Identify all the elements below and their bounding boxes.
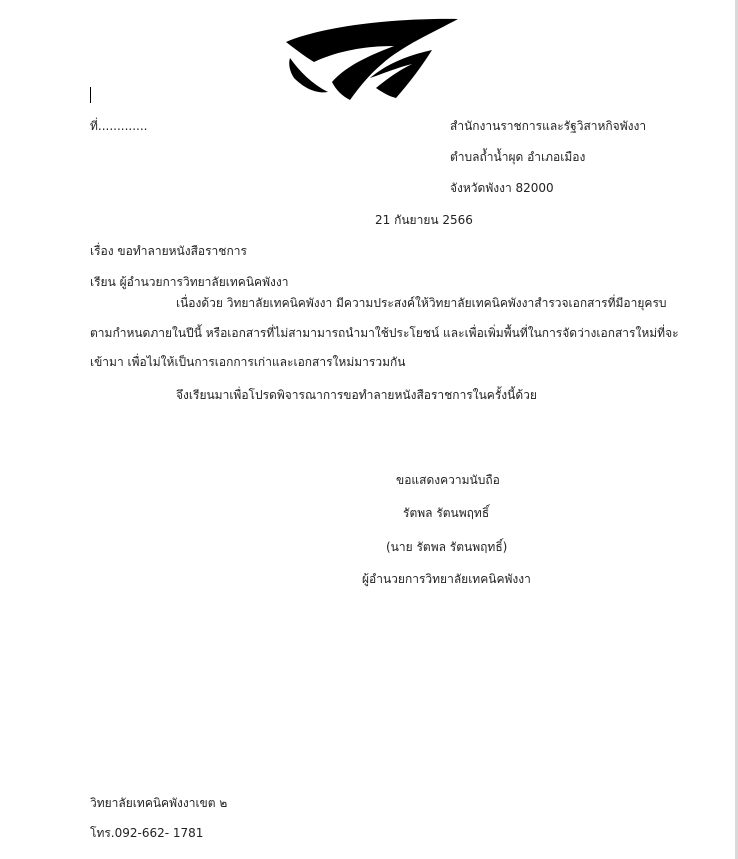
sender-address-line-1: สำนักงานราชการและรัฐวิสาหกิจพังงา <box>450 119 647 133</box>
body-line-3: เข้ามา เพื่อไม่ให้เป็นการเอกการเก่าและเอกสารใหม่มารวมกัน <box>90 355 406 369</box>
sender-address-line-2: ตำบลถ้ำน้ำผุด อำเภอเมือง <box>450 150 586 164</box>
sender-address-line-3: จังหวัดพังงา 82000 <box>450 181 554 195</box>
reference-number: ที่............. <box>90 119 148 133</box>
signature-full-name: (นาย รัตพล รัตนพฤทธิ์) <box>386 540 508 554</box>
signature-position: ผู้อำนวยการวิทยาลัยเทคนิคพังงา <box>362 572 531 586</box>
signature-name: รัตพล รัตนพฤทธิ์ <box>403 506 490 520</box>
closing-request: จึงเรียนมาเพื่อโปรดพิจารณาการขอทำลายหนังสือราชการในครั้งนี้ด้วย <box>176 388 537 402</box>
letter-recipient: เรียน ผู้อำนวยการวิทยาลัยเทคนิคพังงา <box>90 275 289 289</box>
text-cursor <box>90 87 91 103</box>
footer-org: วิทยาลัยเทคนิคพังงาเขต ๒ <box>90 796 228 810</box>
letter-date: 21 กันยายน 2566 <box>375 213 473 227</box>
footer-phone: โทร.092-662- 1781 <box>90 826 204 840</box>
body-line-1: เนื่องด้วย วิทยาลัยเทคนิคพังงา มีความประสงค์ให้วิทยาลัยเทคนิคพังงาสำรวจเอกสารที่มีอายุครบ <box>176 296 667 310</box>
signature-closing: ขอแสดงความนับถือ <box>396 473 500 487</box>
letter-subject: เรื่อง ขอทำลายหนังสือราชการ <box>90 244 247 258</box>
body-line-2: ตามกำหนดภายในปีนี้ หรือเอกสารที่ไม่สามามารถนำมาใช้ประโยชน์ และเพื่อเพิ่มพื้นที่ในการจัดว่างเอกสารใหม่ที่จะ <box>90 326 679 340</box>
rog-eye-logo-icon <box>284 16 460 108</box>
